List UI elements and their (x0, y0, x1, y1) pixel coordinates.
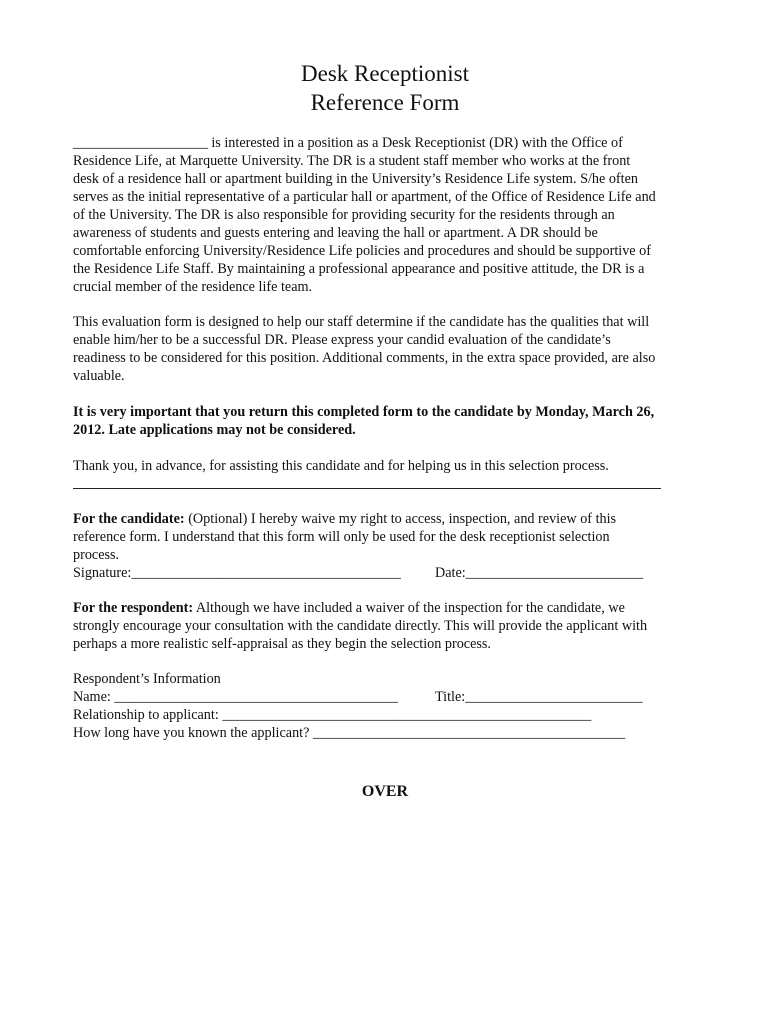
respondent-info-section (73, 670, 698, 742)
candidate-waiver-line (73, 510, 698, 528)
form-title-line-2: Reference Form (310, 90, 460, 115)
intro-line: awareness of students and guests entering and leaving the hall or apartment. A DR should be (73, 225, 598, 241)
respondent-line (73, 599, 698, 617)
date-field[interactable]: Date:_________________________ (435, 565, 644, 581)
candidate-waiver-line: process. (73, 547, 120, 563)
respondent-section (73, 599, 698, 653)
over-indicator: OVER (361, 783, 409, 800)
candidate-waiver-section (73, 510, 698, 582)
intro-line: ___________________ is interested in a position as a Desk Receptionist (DR) with the Office of (73, 135, 623, 151)
signature-field[interactable]: Signature:______________________________________ (73, 565, 401, 581)
section-divider (73, 488, 661, 489)
important-line: It is very important that you return this completed form to the candidate by Monday, March 26, (73, 404, 655, 420)
evaluation-line: enable him/her to be a successful DR. Please express your candid evaluation of the candidate’s (73, 332, 611, 348)
important-notice (73, 403, 698, 439)
respondent-info-heading: Respondent’s Information (73, 671, 221, 687)
candidate-waiver-text: (Optional) I hereby waive my right to access, inspection, and review of this (184, 511, 617, 527)
respondent-label: For the respondent: (73, 600, 194, 616)
name-field[interactable]: Name: ________________________________________ (73, 689, 399, 705)
title-field[interactable]: Title:_________________________ (435, 689, 643, 705)
name-title-row (73, 688, 698, 706)
signature-date-row (73, 564, 698, 582)
evaluation-line: readiness to be considered for this position. Additional comments, in the extra space provided, are also (73, 350, 656, 366)
evaluation-line: This evaluation form is designed to help our staff determine if the candidate has the qualities that will (73, 314, 650, 330)
candidate-label: For the candidate: (73, 511, 185, 527)
intro-paragraph (73, 134, 698, 296)
intro-line: serves as the initial representative of a particular hall or apartment, of the Office of Residence Life and (73, 189, 656, 205)
how-long-known-field[interactable]: How long have you known the applicant? ____________________________________________ (73, 725, 626, 741)
intro-line: desk of a residence hall or apartment building in the University’s Residence Life system. S/he often (73, 171, 638, 187)
relationship-field[interactable]: Relationship to applicant: ____________________________________________________ (73, 707, 592, 723)
important-line: 2012. Late applications may not be considered. (73, 422, 356, 438)
respondent-line: perhaps a more realistic self-appraisal as they begin the selection process. (73, 636, 491, 652)
respondent-line: strongly encourage your consultation with the candidate directly. This will provide the applicant with (73, 618, 648, 634)
thank-you-text: Thank you, in advance, for assisting this candidate and for helping us in this selection process. (73, 458, 609, 474)
intro-line: comfortable enforcing University/Residence Life policies and procedures and should be supportive of (73, 243, 651, 259)
form-title-line-1: Desk Receptionist (301, 61, 469, 86)
intro-line: crucial member of the residence life team. (73, 279, 313, 295)
evaluation-paragraph (73, 313, 698, 385)
candidate-waiver-line: reference form. I understand that this form will only be used for the desk receptionist selection (73, 529, 610, 545)
respondent-text: Although we have included a waiver of the inspection for the candidate, we (193, 600, 625, 616)
intro-line: the Residence Life Staff. By maintaining a professional appearance and positive attitude, the DR is a (73, 261, 645, 277)
intro-line: Residence Life, at Marquette University. The DR is a student staff member who works at the front (73, 153, 631, 169)
intro-line: of the University. The DR is also responsible for providing security for the residents through an (73, 207, 615, 223)
evaluation-line: valuable. (73, 368, 125, 384)
